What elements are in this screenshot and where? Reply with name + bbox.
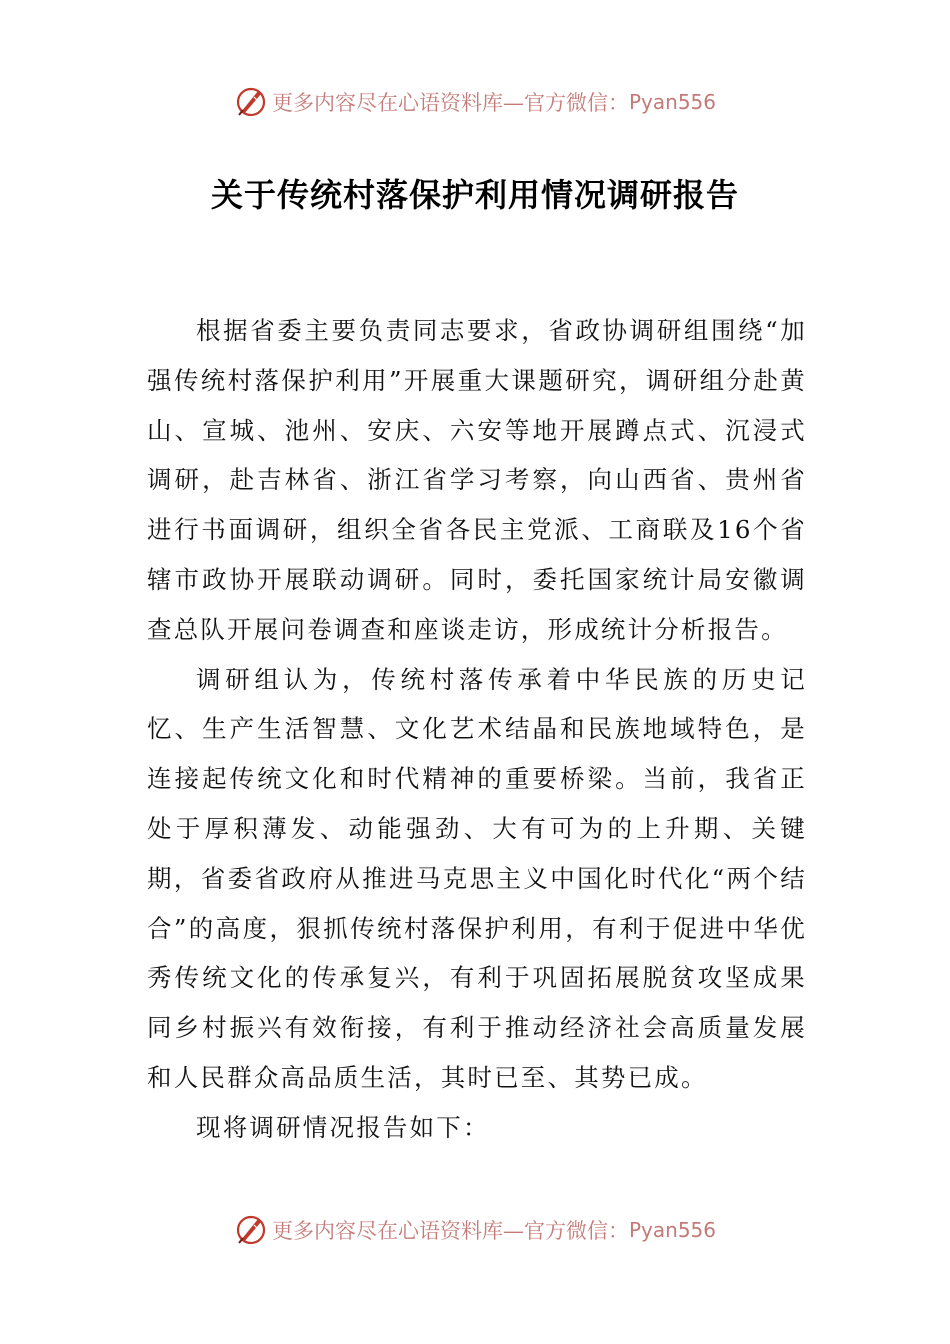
watermark-banner-bottom [0, 1210, 950, 1250]
document-body [147, 306, 807, 1153]
watermark-brand: Pyan556 [628, 1218, 716, 1242]
paragraph-2: 调研组认为，传统村落传承着中华民族的历史记忆、生产生活智慧、文化艺术结晶和民族地域特色，是连接起传统文化和时代精神的重要桥梁。当前，我省正处于厚积薄发、动能强劲、大有可为的上升期、关键期，省委省政府从推进马克思主义中国化时代化“两个结合”的高度，狠抓传统村落保护利用，有利于促进中华优秀传统文化的传承复兴，有利于巩固拓展脱贫攻坚成果同乡村振兴有效衔接，有利于推动经济社会高质量发展和人民群众高品质生活，其时已至、其势已成。 [147, 664, 807, 1092]
watermark-brand: Pyan556 [628, 90, 716, 114]
watermark-banner-top [0, 82, 950, 122]
quill-pen-logo-icon [234, 85, 268, 119]
watermark-text: 更多内容尽在心语资料库—官方微信： [271, 1219, 629, 1243]
document-title: 关于传统村落保护利用情况调研报告 [210, 176, 739, 214]
paragraph-3: 现将调研情况报告如下： [196, 1112, 490, 1142]
quill-pen-logo-icon [234, 1213, 268, 1247]
paragraph-1: 根据省委主要负责同志要求，省政协调研组围绕“加强传统村落保护利用”开展重大课题研究，调研组分赴黄山、宣城、池州、安庆、六安等地开展蹲点式、沉浸式调研，赴吉林省、浙江省学习考察，向山西省、贵州省进行书面调研，组织全省各民主党派、工商联及16个省辖市政协开展联动调研。同时，委托国家统计局安徽调查总队开展问卷调查和座谈走访，形成统计分析报告。 [147, 316, 807, 644]
watermark-text: 更多内容尽在心语资料库—官方微信： [271, 91, 629, 115]
